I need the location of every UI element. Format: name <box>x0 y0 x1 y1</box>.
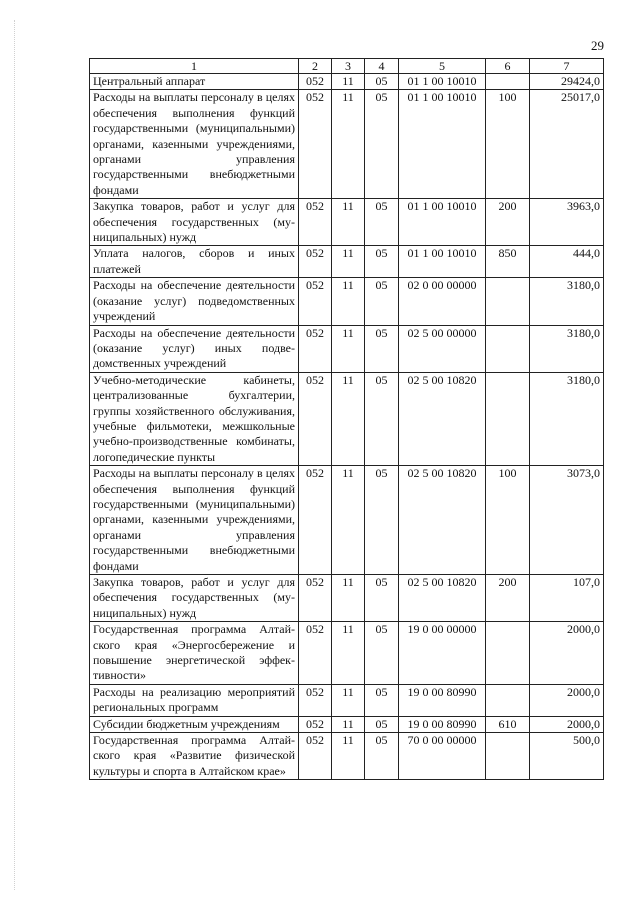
table-row <box>90 325 604 372</box>
cell-name: Государственная программа Алтайского края «Энергосбережение и повышение энергетической эффективности» <box>90 622 299 685</box>
cell-section-code: 11 <box>332 622 365 685</box>
header-col-4: 4 <box>365 59 399 74</box>
header-col-1: 1 <box>90 59 299 74</box>
cell-subsection-code: 05 <box>365 466 399 575</box>
cell-ministry-code: 052 <box>299 716 332 732</box>
cell-amount: 2000,0 <box>530 684 604 716</box>
header-col-5: 5 <box>399 59 486 74</box>
cell-target-article: 19 0 00 80990 <box>399 684 486 716</box>
header-col-7: 7 <box>530 59 604 74</box>
cell-name: Государственная программа Алтайского края «Развитие физической культуры и спорта в Алтайском крае» <box>90 733 299 780</box>
table-row <box>90 466 604 575</box>
cell-target-article: 19 0 00 00000 <box>399 622 486 685</box>
cell-name: Учебно-методические кабинеты, централизованные бухгалтерии, группы хозяйственного обслуживания, учебные фильмотеки, межшкольные учебно-производственные комбинаты, логопедические пункты <box>90 372 299 465</box>
table-row <box>90 74 604 90</box>
cell-amount: 2000,0 <box>530 716 604 732</box>
cell-expense-type: 610 <box>486 716 530 732</box>
budget-table <box>89 58 604 780</box>
cell-ministry-code: 052 <box>299 372 332 465</box>
cell-target-article: 02 5 00 10820 <box>399 575 486 622</box>
cell-target-article: 02 0 00 00000 <box>399 278 486 325</box>
cell-expense-type: 100 <box>486 466 530 575</box>
cell-ministry-code: 052 <box>299 466 332 575</box>
cell-section-code: 11 <box>332 74 365 90</box>
table-row <box>90 575 604 622</box>
header-row <box>90 59 604 74</box>
cell-expense-type <box>486 74 530 90</box>
cell-amount: 3180,0 <box>530 372 604 465</box>
header-col-2: 2 <box>299 59 332 74</box>
cell-expense-type <box>486 684 530 716</box>
cell-amount: 3963,0 <box>530 199 604 246</box>
cell-target-article: 02 5 00 10820 <box>399 466 486 575</box>
cell-expense-type: 200 <box>486 199 530 246</box>
table-row <box>90 199 604 246</box>
cell-amount: 25017,0 <box>530 90 604 199</box>
cell-target-article: 01 1 00 10010 <box>399 74 486 90</box>
cell-subsection-code: 05 <box>365 372 399 465</box>
cell-amount: 3180,0 <box>530 325 604 372</box>
cell-target-article: 02 5 00 00000 <box>399 325 486 372</box>
cell-amount: 3073,0 <box>530 466 604 575</box>
cell-name: Расходы на обеспечение деятельности (оказание услуг) подведомственных учреждений <box>90 278 299 325</box>
page-number: 29 <box>591 38 604 53</box>
table-row <box>90 622 604 685</box>
cell-name: Субсидии бюджетным учреждениям <box>90 716 299 732</box>
cell-section-code: 11 <box>332 199 365 246</box>
cell-section-code: 11 <box>332 246 365 278</box>
cell-ministry-code: 052 <box>299 199 332 246</box>
cell-expense-type: 100 <box>486 90 530 199</box>
cell-subsection-code: 05 <box>365 278 399 325</box>
table-row <box>90 90 604 199</box>
table-row <box>90 372 604 465</box>
cell-ministry-code: 052 <box>299 278 332 325</box>
cell-name: Уплата налогов, сборов и иных платежей <box>90 246 299 278</box>
table-row <box>90 684 604 716</box>
cell-expense-type <box>486 325 530 372</box>
cell-section-code: 11 <box>332 325 365 372</box>
cell-subsection-code: 05 <box>365 199 399 246</box>
cell-amount: 444,0 <box>530 246 604 278</box>
cell-amount: 500,0 <box>530 733 604 780</box>
cell-expense-type: 850 <box>486 246 530 278</box>
cell-target-article: 01 1 00 10010 <box>399 199 486 246</box>
cell-section-code: 11 <box>332 466 365 575</box>
cell-ministry-code: 052 <box>299 733 332 780</box>
cell-amount: 29424,0 <box>530 74 604 90</box>
cell-subsection-code: 05 <box>365 246 399 278</box>
cell-name: Расходы на выплаты персоналу в целях обеспечения выполнения функций государственными (муниципальными) органами, казенными учреждениями, органами управления государственными внебюджетными фондами <box>90 466 299 575</box>
cell-subsection-code: 05 <box>365 90 399 199</box>
cell-ministry-code: 052 <box>299 325 332 372</box>
cell-subsection-code: 05 <box>365 575 399 622</box>
cell-amount: 3180,0 <box>530 278 604 325</box>
cell-section-code: 11 <box>332 733 365 780</box>
cell-section-code: 11 <box>332 90 365 199</box>
cell-name: Закупка товаров, работ и услуг для обеспечения государственных (муниципальных) нужд <box>90 199 299 246</box>
scan-margin-line <box>14 20 15 890</box>
cell-amount: 107,0 <box>530 575 604 622</box>
header-col-6: 6 <box>486 59 530 74</box>
table-row <box>90 716 604 732</box>
cell-expense-type <box>486 733 530 780</box>
table-row <box>90 733 604 780</box>
cell-name: Расходы на выплаты персоналу в целях обеспечения выполнения функций государственными (муниципальными) органами, казенными учреждениями, органами управления государственными внебюджетными фондами <box>90 90 299 199</box>
cell-subsection-code: 05 <box>365 684 399 716</box>
cell-target-article: 01 1 00 10010 <box>399 246 486 278</box>
cell-expense-type: 200 <box>486 575 530 622</box>
header-col-3: 3 <box>332 59 365 74</box>
cell-expense-type <box>486 278 530 325</box>
cell-subsection-code: 05 <box>365 622 399 685</box>
cell-section-code: 11 <box>332 684 365 716</box>
cell-target-article: 02 5 00 10820 <box>399 372 486 465</box>
cell-expense-type <box>486 622 530 685</box>
cell-subsection-code: 05 <box>365 733 399 780</box>
cell-subsection-code: 05 <box>365 325 399 372</box>
cell-ministry-code: 052 <box>299 90 332 199</box>
cell-target-article: 19 0 00 80990 <box>399 716 486 732</box>
cell-name: Расходы на обеспечение деятельности (оказание услуг) иных подведомственных учреждений <box>90 325 299 372</box>
cell-section-code: 11 <box>332 278 365 325</box>
cell-ministry-code: 052 <box>299 246 332 278</box>
cell-section-code: 11 <box>332 716 365 732</box>
cell-subsection-code: 05 <box>365 716 399 732</box>
cell-name: Центральный аппарат <box>90 74 299 90</box>
cell-expense-type <box>486 372 530 465</box>
cell-ministry-code: 052 <box>299 684 332 716</box>
cell-section-code: 11 <box>332 372 365 465</box>
cell-amount: 2000,0 <box>530 622 604 685</box>
table-row <box>90 278 604 325</box>
table-row <box>90 246 604 278</box>
cell-ministry-code: 052 <box>299 74 332 90</box>
cell-name: Расходы на реализацию мероприятий региональных программ <box>90 684 299 716</box>
cell-subsection-code: 05 <box>365 74 399 90</box>
cell-target-article: 01 1 00 10010 <box>399 90 486 199</box>
cell-target-article: 70 0 00 00000 <box>399 733 486 780</box>
cell-ministry-code: 052 <box>299 575 332 622</box>
cell-name: Закупка товаров, работ и услуг для обеспечения государственных (муниципальных) нужд <box>90 575 299 622</box>
cell-section-code: 11 <box>332 575 365 622</box>
cell-ministry-code: 052 <box>299 622 332 685</box>
